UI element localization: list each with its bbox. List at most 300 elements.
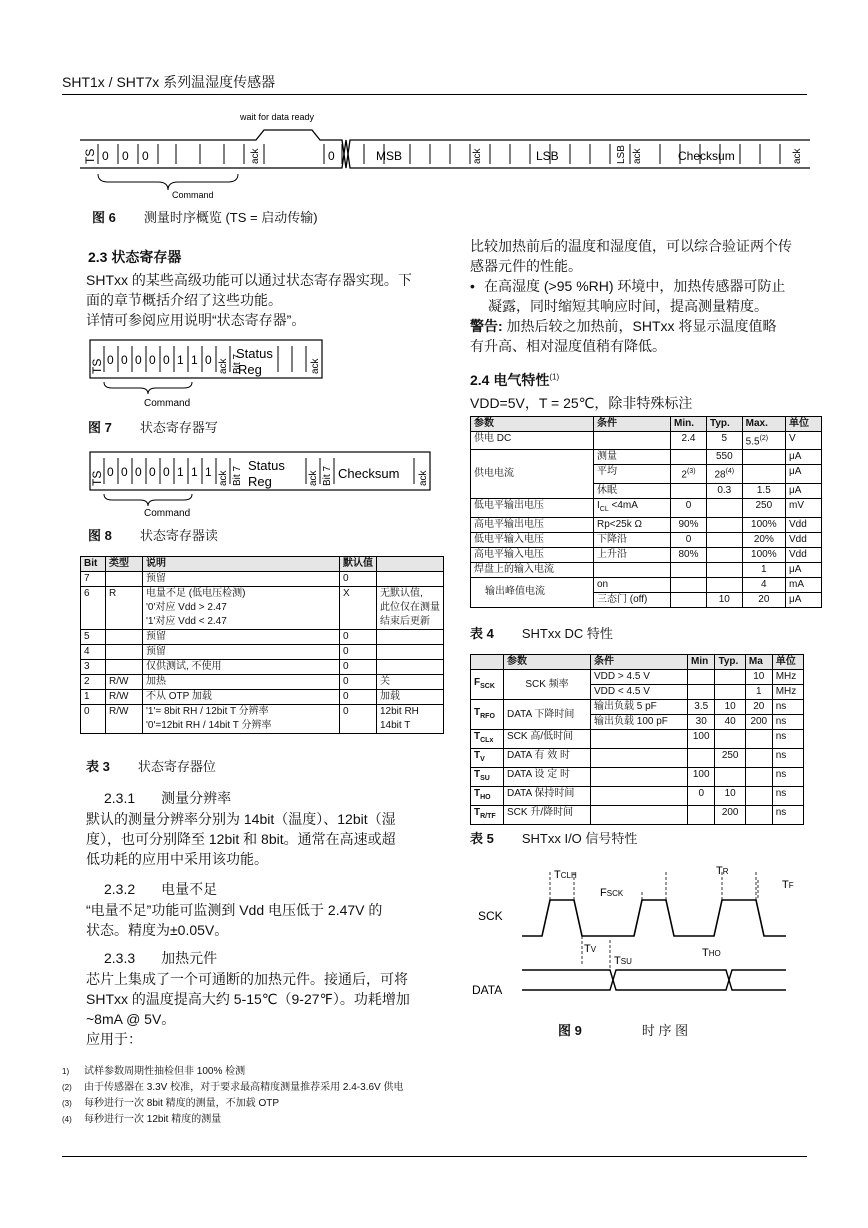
footer-rule (62, 1156, 807, 1157)
symbol: T (474, 788, 481, 799)
cell-line: '0'对应 Vdd > 2.47 (146, 602, 227, 613)
fig7-bit: 0 (135, 353, 142, 367)
cell: 30 (688, 715, 715, 730)
cell (742, 450, 785, 465)
bullet-item (470, 276, 822, 296)
cell (715, 670, 745, 685)
f-sck-label: FSCK (600, 887, 624, 899)
cell: on (594, 577, 671, 592)
section-2-3-2-heading (104, 879, 217, 899)
para-line: SHTxx 的某些高级功能可以通过状态寄存器实现。下 (86, 272, 412, 288)
cell: 休眠 (594, 483, 671, 498)
para-line: 状态。精度为±0.05V。 (86, 922, 229, 938)
th-max: Ma (745, 655, 772, 670)
cell: DATA 下降时间 (504, 700, 591, 730)
cell (591, 749, 688, 768)
th-typ: Typ. (706, 417, 742, 432)
cell: SCK 升/降时间 (504, 806, 591, 825)
cell (688, 749, 715, 768)
fig6-command-label: Command (172, 190, 214, 200)
cell: 0 (340, 630, 377, 645)
cell-value: <4mA (608, 499, 638, 511)
cell: Vdd (786, 517, 822, 532)
cell: 1 (81, 690, 106, 705)
cell: 测量 (594, 450, 671, 465)
cell-value: 5.5 (745, 436, 760, 448)
cell: 供电电流 (471, 450, 594, 498)
cell: ns (772, 749, 803, 768)
cell (143, 572, 340, 587)
fig6-lsb: LSB (536, 149, 559, 163)
section-2-3-1-body (86, 809, 456, 869)
table-row (81, 705, 444, 734)
cell (377, 587, 444, 630)
fig6-bit: 0 (328, 149, 335, 163)
cell (471, 700, 504, 730)
footnote-ref: (1) (549, 372, 560, 382)
cell: 80% (671, 547, 707, 562)
cell (143, 630, 340, 645)
para-line: 芯片上集成了一个可通断的加热元件。接通后，可将 (86, 971, 408, 987)
figure-8-status-read (88, 448, 436, 520)
para-line: 应用于： (86, 1031, 142, 1047)
cell (594, 432, 671, 450)
cell: μA (786, 592, 822, 607)
cell (745, 768, 772, 787)
cell: 20% (742, 532, 785, 547)
cell: 1.5 (742, 483, 785, 498)
para-line: ~8mA @ 5V。 (86, 1011, 176, 1027)
subscript: HO (480, 794, 491, 801)
table-4-dc-characteristics (470, 416, 822, 608)
cell (671, 483, 707, 498)
th-cond: 条件 (594, 417, 671, 432)
cell: X (340, 587, 377, 630)
cell: R/W (106, 690, 143, 705)
cell: 550 (706, 450, 742, 465)
table-5-caption (470, 828, 637, 847)
cell (591, 787, 688, 806)
subscript: SU (480, 775, 490, 782)
cell: 0 (671, 498, 707, 517)
cell-line: 电量不足 (低电压检测) (146, 588, 246, 599)
cell: mV (786, 498, 822, 517)
th-max: Max. (742, 417, 785, 432)
fig8-bit: 1 (205, 465, 212, 479)
table-row (471, 806, 804, 825)
caption-text: 状态寄存器写 (139, 420, 218, 435)
para-line: 面的章节概括介绍了这些功能。 (86, 292, 282, 308)
fig6-command-brace (98, 174, 238, 190)
warning-line (470, 316, 822, 336)
cell (471, 749, 504, 768)
cell: 平均 (594, 465, 671, 483)
cell: 200 (745, 715, 772, 730)
table-5-body (471, 730, 804, 825)
figure-9-caption (558, 1020, 688, 1039)
section-title-text: 2.4 电气特性 (470, 372, 550, 388)
table-row (81, 645, 444, 660)
fig7-bit: 1 (191, 353, 198, 367)
cell: 0 (340, 645, 377, 660)
caption-number: 图 8 (88, 528, 112, 543)
cell: 低电平输入电压 (471, 532, 594, 547)
cell: DATA 有 效 时 (504, 749, 591, 768)
para-line: “电量不足”功能可监测到 Vdd 电压低于 2.47V 的 (86, 902, 383, 918)
th-note (377, 557, 444, 572)
cell (715, 730, 745, 749)
fig6-bit: 0 (142, 149, 149, 163)
cell: 100% (742, 547, 785, 562)
cell (377, 572, 444, 587)
table-3-body (81, 572, 444, 734)
caption-text: 时 序 图 (641, 1023, 689, 1038)
cell: 3 (81, 660, 106, 675)
cell: MHz (772, 685, 803, 700)
cell (377, 705, 444, 734)
cell: VDD < 4.5 V (591, 685, 688, 700)
cell: 90% (671, 517, 707, 532)
cell (706, 577, 742, 592)
cell (688, 806, 715, 825)
table-row (471, 547, 822, 562)
caption-text: SHTxx I/O 信号特性 (521, 831, 638, 846)
cell (745, 787, 772, 806)
table-3-caption (86, 756, 216, 775)
bullet-text: 凝露，同时缩短其响应时间，提高测量精度。 (488, 298, 768, 314)
table-row (81, 630, 444, 645)
footnote (62, 1112, 462, 1128)
section-number: 2.3.2 (104, 881, 136, 897)
cell: 20 (745, 700, 772, 715)
table-row (471, 730, 804, 749)
fig6-msb: MSB (376, 149, 403, 163)
t-v-label: TV (584, 943, 597, 955)
cell-line: '1'= 8bit RH / 12bit T 分辨率 (146, 706, 269, 717)
th-param: 参数 (471, 417, 594, 432)
cell: R/W (106, 675, 143, 690)
cell: 上升沿 (594, 547, 671, 562)
fig6-ack: ack (632, 148, 643, 164)
fig8-ack: ack (308, 470, 319, 486)
fig8-bit: 1 (191, 465, 198, 479)
sck-label: SCK (478, 909, 503, 923)
cell-line: 仅供测试, 不使用 (146, 661, 222, 672)
t-r-label: TR (716, 865, 729, 877)
data-label: DATA (472, 983, 503, 997)
footnote-ref: (4) (725, 468, 735, 476)
table-row (471, 562, 822, 577)
fig7-bit: 0 (205, 353, 212, 367)
cell: 20 (742, 592, 785, 607)
caption-number: 图 6 (92, 210, 116, 225)
fig8-bit: 0 (121, 465, 128, 479)
table-row (81, 572, 444, 587)
cell (471, 806, 504, 825)
cell: 6 (81, 587, 106, 630)
cell-line: 加热 (146, 676, 166, 687)
cell (106, 630, 143, 645)
fig7-status: Status (236, 346, 273, 361)
para-line: 度），也可分别降至 12bit 和 8bit。通常在高速或超 (86, 831, 396, 847)
symbol: T (474, 706, 481, 718)
right-intro (470, 236, 822, 356)
th-unit: 单位 (772, 655, 803, 670)
cell: 0 (340, 690, 377, 705)
cell (745, 806, 772, 825)
symbol: F (474, 676, 481, 688)
footnote-mark: 1) (62, 1067, 70, 1076)
data-waveform (522, 970, 786, 990)
th-min: Min. (671, 417, 707, 432)
fig8-status: Status (248, 458, 285, 473)
footnote-mark: (3) (62, 1099, 72, 1108)
fig8-bit7: Bit 7 (322, 465, 333, 486)
section-name: 测量分辨率 (161, 790, 232, 806)
th-desc: 说明 (143, 557, 340, 572)
cell: 输出负载 100 pF (591, 715, 688, 730)
cell (742, 465, 785, 483)
cell: 输出负载 5 pF (591, 700, 688, 715)
cell: ns (772, 806, 803, 825)
table-row (471, 450, 822, 465)
table-header-row (471, 417, 822, 432)
footnote (62, 1096, 462, 1112)
cell: R (106, 587, 143, 630)
para-line: SHTxx 的温度提高大约 5-15℃（9-27℉）。功耗增加 (86, 991, 410, 1007)
caption-text: 状态寄存器读 (139, 528, 218, 543)
cell: 三态门 (off) (594, 592, 671, 607)
cell (715, 685, 745, 700)
fig7-command: Command (144, 398, 191, 409)
table-row (471, 432, 822, 450)
th-cond: 条件 (591, 655, 688, 670)
cell (143, 660, 340, 675)
cell: 250 (742, 498, 785, 517)
cell: 10 (715, 700, 745, 715)
cell (671, 465, 707, 483)
cell-line: '1'对应 Vdd < 2.47 (146, 616, 227, 627)
caption-text: 状态寄存器位 (137, 759, 216, 774)
cell: ns (772, 768, 803, 787)
cell: 10 (715, 787, 745, 806)
caption-number: 图 9 (558, 1023, 582, 1038)
cell (671, 592, 707, 607)
fig7-bit: 1 (177, 353, 184, 367)
cell-line: 此位仅在测量 (380, 602, 440, 613)
caption-number: 表 4 (470, 626, 494, 641)
footnotes (62, 1064, 462, 1128)
para-line: 感器元件的性能。 (470, 258, 582, 274)
cell: 100% (742, 517, 785, 532)
cell (671, 562, 707, 577)
fig8-ack: ack (418, 470, 429, 486)
th-param: 参数 (504, 655, 591, 670)
cell: 2 (81, 675, 106, 690)
cell: 5 (706, 432, 742, 450)
fig8-bit: 0 (149, 465, 156, 479)
caption-number: 图 7 (88, 420, 112, 435)
cell (106, 660, 143, 675)
symbol: T (474, 807, 481, 818)
cell: 2.4 (671, 432, 707, 450)
cell-line: 12bit RH (380, 706, 419, 717)
fig8-bit: 0 (107, 465, 114, 479)
footnote (62, 1080, 462, 1096)
cell: MHz (772, 670, 803, 685)
cell: 0 (340, 660, 377, 675)
cell: 0 (688, 787, 715, 806)
cell (671, 577, 707, 592)
th-sym (471, 655, 504, 670)
cell: μA (786, 483, 822, 498)
cell: 0 (81, 705, 106, 734)
cell-value: 2 (681, 469, 687, 481)
cell-line: 关 (380, 676, 390, 687)
cell: Rp<25k Ω (594, 517, 671, 532)
cell (377, 660, 444, 675)
cell: 10 (745, 670, 772, 685)
bullet-text: 在高湿度 (>95 %RH) 环境中，加热传感器可防止 (484, 278, 786, 294)
section-number: 2.3.3 (104, 950, 136, 966)
para-line: 低功耗的应用中采用该功能。 (86, 851, 268, 867)
cell (143, 645, 340, 660)
footnote-text: 试样参数周期性抽检但非 100% 检测 (84, 1066, 246, 1077)
cell (143, 587, 340, 630)
section-2-3-3-body (86, 969, 456, 1049)
table-row (471, 768, 804, 787)
cell (591, 768, 688, 787)
bullet-icon: • (470, 278, 475, 294)
cell (591, 730, 688, 749)
table-row (471, 787, 804, 806)
fig6-ts: TS (83, 148, 97, 164)
th-bit: Bit (81, 557, 106, 572)
cell (594, 562, 671, 577)
caption-number: 表 5 (470, 831, 494, 846)
page-header-title: SHT1x / SHT7x 系列温湿度传感器 (62, 74, 276, 90)
para-line: 默认的测量分辨率分别为 14bit（温度）、12bit（湿 (86, 811, 396, 827)
fig8-command: Command (144, 508, 191, 519)
fig6-checksum: Checksum (678, 149, 735, 163)
cell (591, 806, 688, 825)
table-row (81, 660, 444, 675)
subscript: CLx (480, 737, 494, 744)
cell: 输出峰值电流 (471, 577, 594, 607)
fig8-bit: 1 (177, 465, 184, 479)
footnote (62, 1064, 462, 1080)
th-unit: 单位 (786, 417, 822, 432)
cell (742, 432, 785, 450)
cell: ns (772, 700, 803, 715)
cell: μA (786, 450, 822, 465)
warning-text: 有升高、相对湿度值稍有降低。 (470, 338, 666, 354)
cell (594, 498, 671, 517)
cell (706, 517, 742, 532)
cell: 高电平输出电压 (471, 517, 594, 532)
section-name: 加热元件 (161, 950, 218, 966)
cell: 100 (688, 730, 715, 749)
cell-line: '0'=12bit RH / 14bit T 分辨率 (146, 720, 272, 731)
fig8-reg: Reg (248, 474, 272, 489)
cell: VDD > 4.5 V (591, 670, 688, 685)
cell (471, 768, 504, 787)
cell: ns (772, 787, 803, 806)
table-4-caption (470, 623, 613, 642)
fig6-bit: 0 (122, 149, 129, 163)
cell: 0 (340, 675, 377, 690)
section-name: 电量不足 (161, 881, 218, 897)
table-row (81, 690, 444, 705)
subscript: SCK (480, 682, 495, 690)
cell-line: 不从 OTP 加载 (146, 691, 212, 702)
cell (706, 465, 742, 483)
cell (706, 498, 742, 517)
th-typ: Typ. (715, 655, 745, 670)
fig7-bit: 0 (107, 353, 114, 367)
fig7-ack: ack (310, 358, 321, 374)
figure-6-timing-overview (80, 108, 810, 200)
cell-value: I (597, 499, 600, 511)
fig7-ts: TS (90, 358, 104, 374)
cell: 4 (742, 577, 785, 592)
table-header-row (471, 655, 804, 670)
table-row (471, 670, 804, 685)
cell: ns (772, 715, 803, 730)
cell (671, 450, 707, 465)
cell: 0 (340, 705, 377, 734)
fig6-bit: 0 (102, 149, 109, 163)
figure-7-caption (88, 417, 218, 436)
cell (745, 749, 772, 768)
fig6-ack: ack (792, 148, 803, 164)
header-rule (62, 94, 807, 95)
th-type: 类型 (106, 557, 143, 572)
fig8-ack: ack (218, 470, 229, 486)
table-row (81, 675, 444, 690)
fig7-bit: 0 (121, 353, 128, 367)
wait-label: wait for data ready (240, 112, 315, 122)
cell: 40 (715, 715, 745, 730)
footnote-text: 每秒进行一次 8bit 精度的测量，不加载 OTP (84, 1098, 280, 1109)
cell (715, 768, 745, 787)
figure-8-caption (88, 525, 218, 544)
cell: 100 (688, 768, 715, 787)
sck-waveform (522, 900, 786, 936)
cell: 1 (745, 685, 772, 700)
section-2-3-title: 2.3 状态寄存器 (88, 249, 182, 265)
para-line: 比较加热前后的温度和湿度值，可以综合验证两个传 (470, 238, 792, 254)
fig7-reg: Reg (238, 362, 262, 377)
cell-line: 结束后更新 (380, 616, 430, 627)
cell-line: 加载 (380, 691, 400, 702)
cell: Vdd (786, 532, 822, 547)
cell-line: 预留 (146, 646, 166, 657)
figure-6-caption (92, 207, 318, 226)
cell (377, 675, 444, 690)
cell: SCK 高/低时间 (504, 730, 591, 749)
symbol: T (474, 731, 481, 742)
cell (106, 645, 143, 660)
cell: 下降沿 (594, 532, 671, 547)
cell-line: 14bit T (380, 720, 411, 731)
footnote-text: 每秒进行一次 12bit 精度的测量 (84, 1114, 222, 1125)
t-clh-label: TCLH (554, 869, 577, 881)
section-2-3-2-body (86, 900, 456, 940)
footnote-text: 由于传感器在 3.3V 校准，对于要求最高精度测量推荐采用 2.4-3.6V 供电 (84, 1082, 404, 1093)
table-header-row (81, 557, 444, 572)
fig7-bit7: Bit 7 (232, 353, 243, 374)
